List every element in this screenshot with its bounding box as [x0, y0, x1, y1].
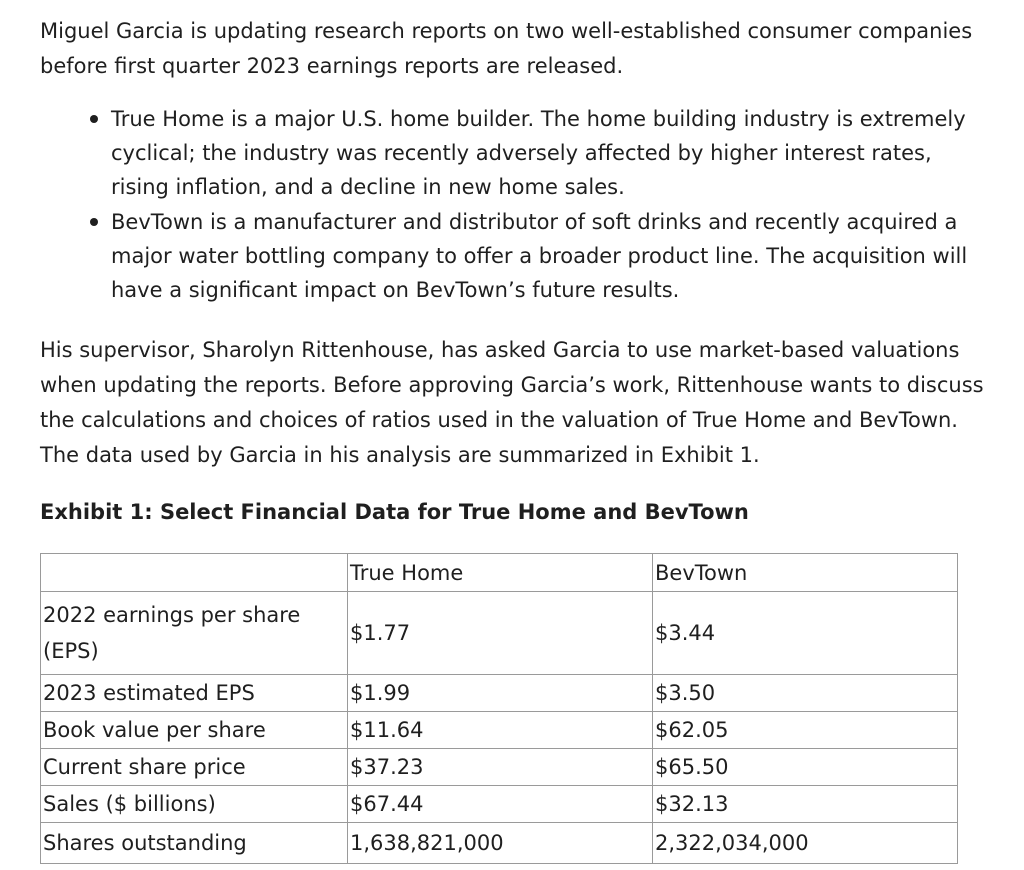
- table-row: [41, 749, 958, 786]
- exhibit-title: Exhibit 1: Select Financial Data for True Home and BevTown: [40, 500, 749, 524]
- table-header-row: [41, 554, 958, 592]
- supervisor-paragraph: His supervisor, Sharolyn Rittenhouse, has asked Garcia to use market-based valuations when updating the reports. Before approving Garcia’s work, Rittenhouse wants to discuss the calculations and choices of ratios used in the valuation of True Home and BevTown. The data used by Garcia in his analysis are summarized in Exhibit 1.: [40, 338, 984, 467]
- table-row: [41, 712, 958, 749]
- bullet-bevtown: BevTown is a manufacturer and distributor of soft drinks and recently acquired a major water bottling company to offer a broader product line. The acquisition will have a significant impact on BevTown’s future results.: [111, 205, 990, 307]
- true-home-value: $37.23: [348, 749, 653, 786]
- bevtown-value: $62.05: [653, 712, 958, 749]
- true-home-value: $1.77: [348, 592, 653, 675]
- row-label: 2023 estimated EPS: [41, 675, 348, 712]
- row-label: Book value per share: [41, 712, 348, 749]
- bevtown-value: $32.13: [653, 786, 958, 823]
- true-home-value: $1.99: [348, 675, 653, 712]
- true-home-value: 1,638,821,000: [348, 823, 653, 864]
- row-label: Current share price: [41, 749, 348, 786]
- header-cell-true-home: True Home: [348, 554, 653, 592]
- row-label: Shares outstanding: [41, 823, 348, 864]
- bevtown-value: 2,322,034,000: [653, 823, 958, 864]
- company-bullet-list: [40, 102, 990, 307]
- row-label: Sales ($ billions): [41, 786, 348, 823]
- table-row: [41, 786, 958, 823]
- header-cell-bevtown: BevTown: [653, 554, 958, 592]
- bullet-true-home: True Home is a major U.S. home builder. The home building industry is extremely cyclical; the industry was recently adversely affected by higher interest rates, rising inflation, and a decline in new home sales.: [111, 102, 990, 204]
- header-cell-blank: [41, 554, 348, 592]
- table-row: [41, 823, 958, 864]
- bevtown-value: $65.50: [653, 749, 958, 786]
- true-home-value: $11.64: [348, 712, 653, 749]
- table-row: [41, 675, 958, 712]
- bevtown-value: $3.44: [653, 592, 958, 675]
- financial-data-table: [40, 553, 958, 864]
- document: [40, 14, 990, 864]
- true-home-value: $67.44: [348, 786, 653, 823]
- intro-paragraph: Miguel Garcia is updating research reports on two well-established consumer companies before first quarter 2023 earnings reports are released.: [40, 19, 973, 78]
- table-row: [41, 592, 958, 675]
- row-label: 2022 earnings per share (EPS): [41, 592, 348, 675]
- bevtown-value: $3.50: [653, 675, 958, 712]
